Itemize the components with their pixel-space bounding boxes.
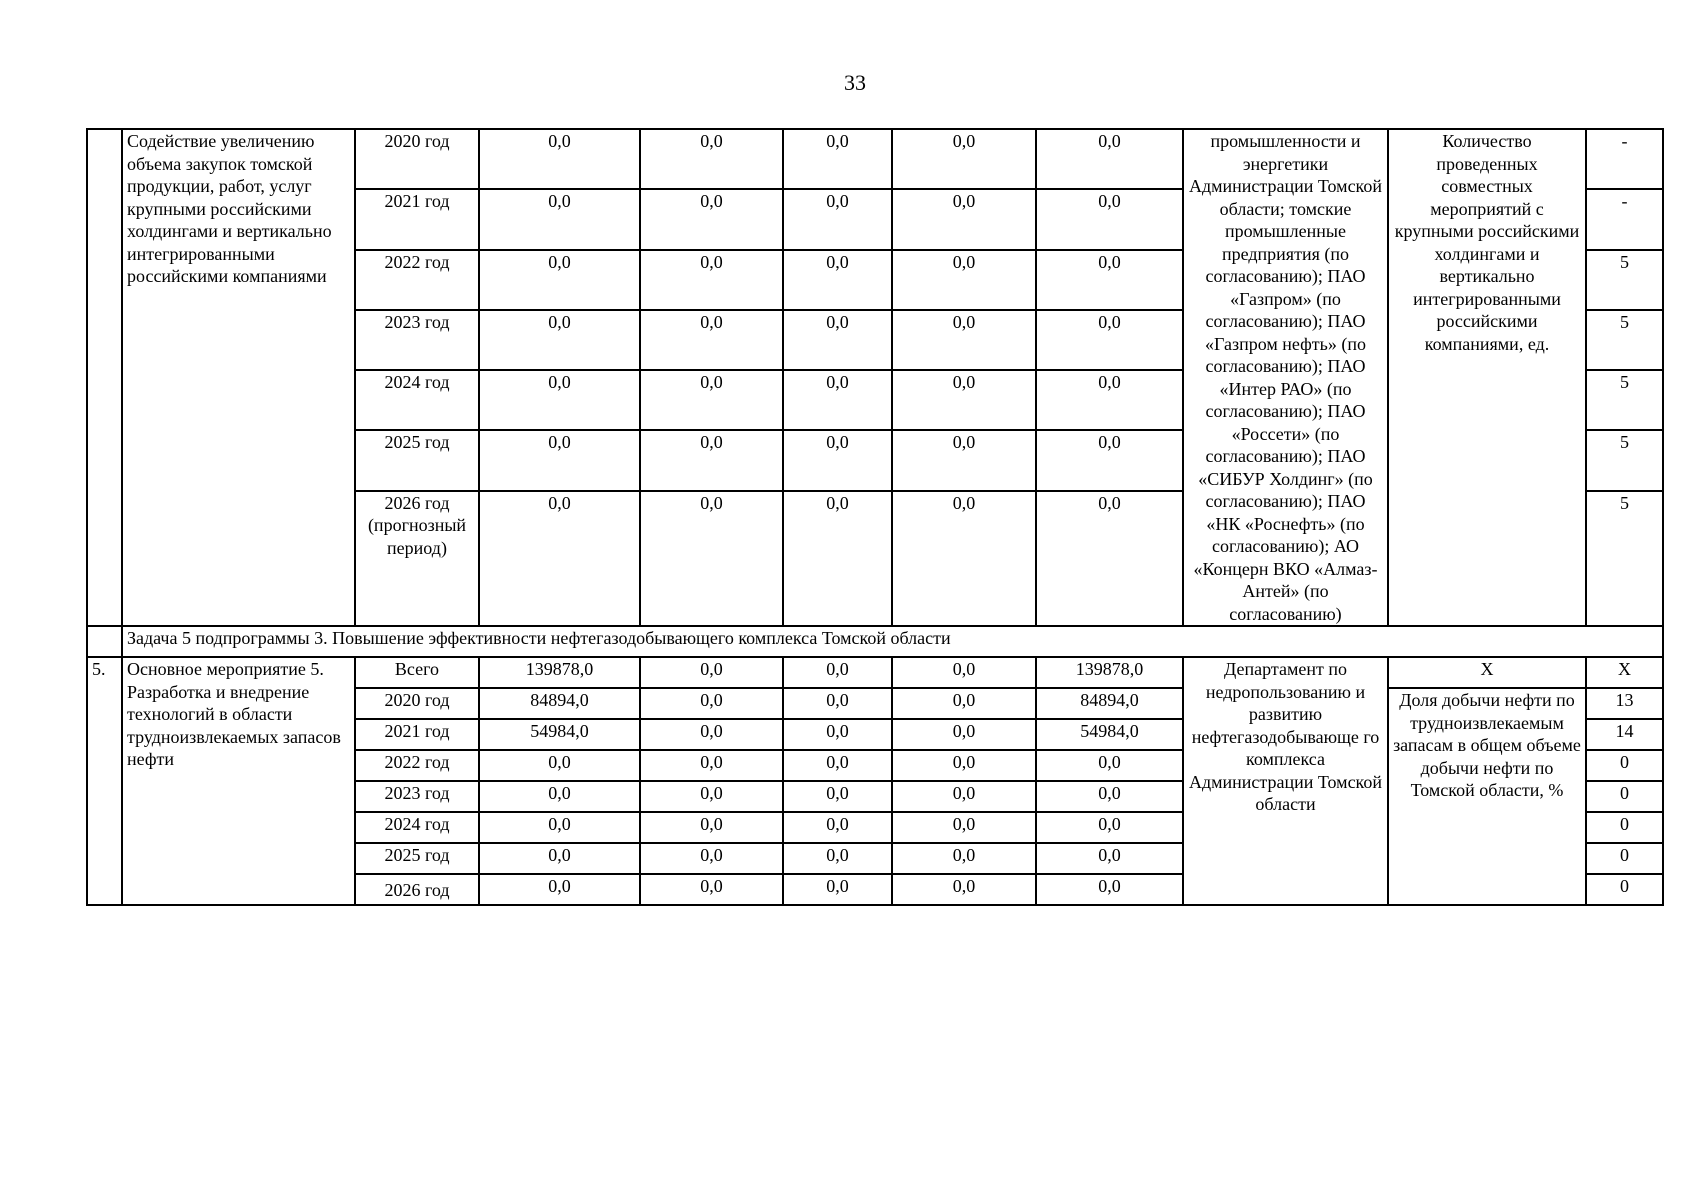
activity-name-cell: Содействие увеличению объема закупок томской продукции, работ, услуг крупными российскими холдингами и вертикально интегрированными российскими компаниями [122, 129, 355, 626]
value-cell: 0,0 [640, 874, 783, 905]
value-cell: 0,0 [892, 688, 1036, 719]
year-cell: 2023 год [355, 310, 479, 370]
value-cell: 84894,0 [1036, 688, 1183, 719]
value-cell: 0,0 [1036, 129, 1183, 189]
value-cell: 0,0 [783, 781, 892, 812]
value-cell: 0,0 [783, 657, 892, 688]
value-cell: 0,0 [479, 781, 640, 812]
indicator-value-cell: 5 [1586, 370, 1663, 430]
value-cell: 0,0 [479, 874, 640, 905]
value-cell: 0,0 [640, 491, 783, 626]
task-title-cell: Задача 5 подпрограммы 3. Повышение эффективности нефтегазодобывающего комплекса Томской области [122, 626, 1663, 657]
value-cell: 0,0 [479, 250, 640, 310]
value-cell: 0,0 [783, 189, 892, 249]
value-cell: 0,0 [892, 430, 1036, 490]
value-cell: 0,0 [1036, 370, 1183, 430]
value-cell: 0,0 [892, 874, 1036, 905]
value-cell: 54984,0 [1036, 719, 1183, 750]
value-cell: 0,0 [892, 491, 1036, 626]
value-cell: 0,0 [892, 812, 1036, 843]
task-row [87, 626, 1663, 657]
value-cell: 0,0 [640, 129, 783, 189]
indicator-value-cell: 0 [1586, 812, 1663, 843]
value-cell: 0,0 [892, 310, 1036, 370]
value-cell: 0,0 [479, 189, 640, 249]
indicator-top-cell: Х [1388, 657, 1586, 688]
indicator-value-cell: 14 [1586, 719, 1663, 750]
value-cell: 0,0 [479, 843, 640, 874]
value-cell: 0,0 [892, 719, 1036, 750]
value-cell: 0,0 [783, 688, 892, 719]
value-cell: 0,0 [1036, 843, 1183, 874]
value-cell: 0,0 [892, 843, 1036, 874]
value-cell: 0,0 [1036, 189, 1183, 249]
executors-cell: Департамент по недропользованию и развитию нефтегазодобывающе го комплекса Администрации Томской области [1183, 657, 1388, 905]
indicator-value-cell: 0 [1586, 874, 1663, 905]
value-cell: 0,0 [640, 812, 783, 843]
row-number-cell: 5. [87, 657, 122, 905]
row-number-cell [87, 129, 122, 626]
task-number-cell [87, 626, 122, 657]
value-cell: 0,0 [479, 430, 640, 490]
value-cell: 0,0 [783, 250, 892, 310]
year-cell: 2024 год [355, 370, 479, 430]
indicator-value-cell: 5 [1586, 310, 1663, 370]
indicator-value-cell: 5 [1586, 491, 1663, 626]
value-cell: 0,0 [783, 812, 892, 843]
year-cell: 2020 год [355, 129, 479, 189]
value-cell: 0,0 [1036, 750, 1183, 781]
value-cell: 0,0 [783, 310, 892, 370]
executors-cell: промышленности и энергетики Администрации Томской области; томские промышленные предприятия (по согласованию); ПАО «Газпром» (по согласованию); ПАО «Газпром нефть» (по согласованию); ПАО «Интер РАО» (по согласованию); ПАО «Россети» (по согласованию); ПАО «СИБУР Холдинг» (по согласованию); ПАО «НК «Роснефть» (по согласованию); АО «Концерн ВКО «Алмаз-Антей» (по согласованию) [1183, 129, 1388, 626]
value-cell: 0,0 [640, 310, 783, 370]
value-cell: 0,0 [783, 129, 892, 189]
value-cell: 0,0 [783, 874, 892, 905]
indicator-value-cell: 13 [1586, 688, 1663, 719]
year-cell: 2024 год [355, 812, 479, 843]
year-cell: 2023 год [355, 781, 479, 812]
year-cell: Всего [355, 657, 479, 688]
value-cell: 0,0 [479, 491, 640, 626]
value-cell: 0,0 [640, 750, 783, 781]
value-cell: 0,0 [479, 750, 640, 781]
program-activities-table [86, 128, 1664, 906]
value-cell: 0,0 [1036, 310, 1183, 370]
year-cell: 2021 год [355, 189, 479, 249]
value-cell: 0,0 [1036, 491, 1183, 626]
value-cell: 0,0 [892, 250, 1036, 310]
year-cell: 2021 год [355, 719, 479, 750]
year-cell: 2022 год [355, 250, 479, 310]
value-cell: 0,0 [640, 370, 783, 430]
indicator-name-cell: Количество проведенных совместных мероприятий с крупными российскими холдингами и вертикально интегрированными российскими компаниями, ед. [1388, 129, 1586, 626]
year-cell: 2025 год [355, 843, 479, 874]
indicator-name-cell: Доля добычи нефти по трудноизвлекаемым запасам в общем объеме добычи нефти по Томской области, % [1388, 688, 1586, 905]
table-row [87, 129, 1663, 189]
value-cell: 0,0 [640, 189, 783, 249]
activity-name-cell: Основное мероприятие 5. Разработка и внедрение технологий в области трудноизвлекаемых запасов нефти [122, 657, 355, 905]
value-cell: 0,0 [783, 843, 892, 874]
value-cell: 0,0 [1036, 874, 1183, 905]
value-cell: 54984,0 [479, 719, 640, 750]
value-cell: 0,0 [640, 781, 783, 812]
indicator-value-cell: 5 [1586, 430, 1663, 490]
value-cell: 0,0 [479, 370, 640, 430]
value-cell: 0,0 [783, 750, 892, 781]
indicator-value-cell: 5 [1586, 250, 1663, 310]
value-cell: 0,0 [892, 189, 1036, 249]
table-row [87, 657, 1663, 688]
year-cell: 2022 год [355, 750, 479, 781]
value-cell: 0,0 [892, 750, 1036, 781]
indicator-value-cell: - [1586, 129, 1663, 189]
value-cell: 139878,0 [1036, 657, 1183, 688]
indicator-value-cell: 0 [1586, 843, 1663, 874]
value-cell: 0,0 [1036, 812, 1183, 843]
indicator-value-cell: 0 [1586, 750, 1663, 781]
value-cell: 0,0 [783, 430, 892, 490]
value-cell: 0,0 [479, 310, 640, 370]
page-number: 33 [844, 70, 866, 95]
value-cell: 84894,0 [479, 688, 640, 719]
value-cell: 0,0 [640, 843, 783, 874]
value-cell: 0,0 [783, 719, 892, 750]
value-cell: 0,0 [640, 430, 783, 490]
value-cell: 0,0 [479, 812, 640, 843]
indicator-value-cell: Х [1586, 657, 1663, 688]
value-cell: 0,0 [479, 129, 640, 189]
year-cell: 2026 год (прогнозный период) [355, 491, 479, 626]
value-cell: 0,0 [1036, 430, 1183, 490]
value-cell: 0,0 [892, 657, 1036, 688]
value-cell: 0,0 [1036, 250, 1183, 310]
indicator-value-cell: - [1586, 189, 1663, 249]
value-cell: 0,0 [892, 781, 1036, 812]
value-cell: 0,0 [640, 657, 783, 688]
value-cell: 0,0 [1036, 781, 1183, 812]
value-cell: 0,0 [783, 370, 892, 430]
year-cell: 2026 год [355, 874, 479, 905]
year-cell: 2025 год [355, 430, 479, 490]
value-cell: 0,0 [640, 688, 783, 719]
value-cell: 139878,0 [479, 657, 640, 688]
value-cell: 0,0 [892, 129, 1036, 189]
value-cell: 0,0 [783, 491, 892, 626]
value-cell: 0,0 [640, 250, 783, 310]
indicator-value-cell: 0 [1586, 781, 1663, 812]
year-cell: 2020 год [355, 688, 479, 719]
value-cell: 0,0 [640, 719, 783, 750]
value-cell: 0,0 [892, 370, 1036, 430]
